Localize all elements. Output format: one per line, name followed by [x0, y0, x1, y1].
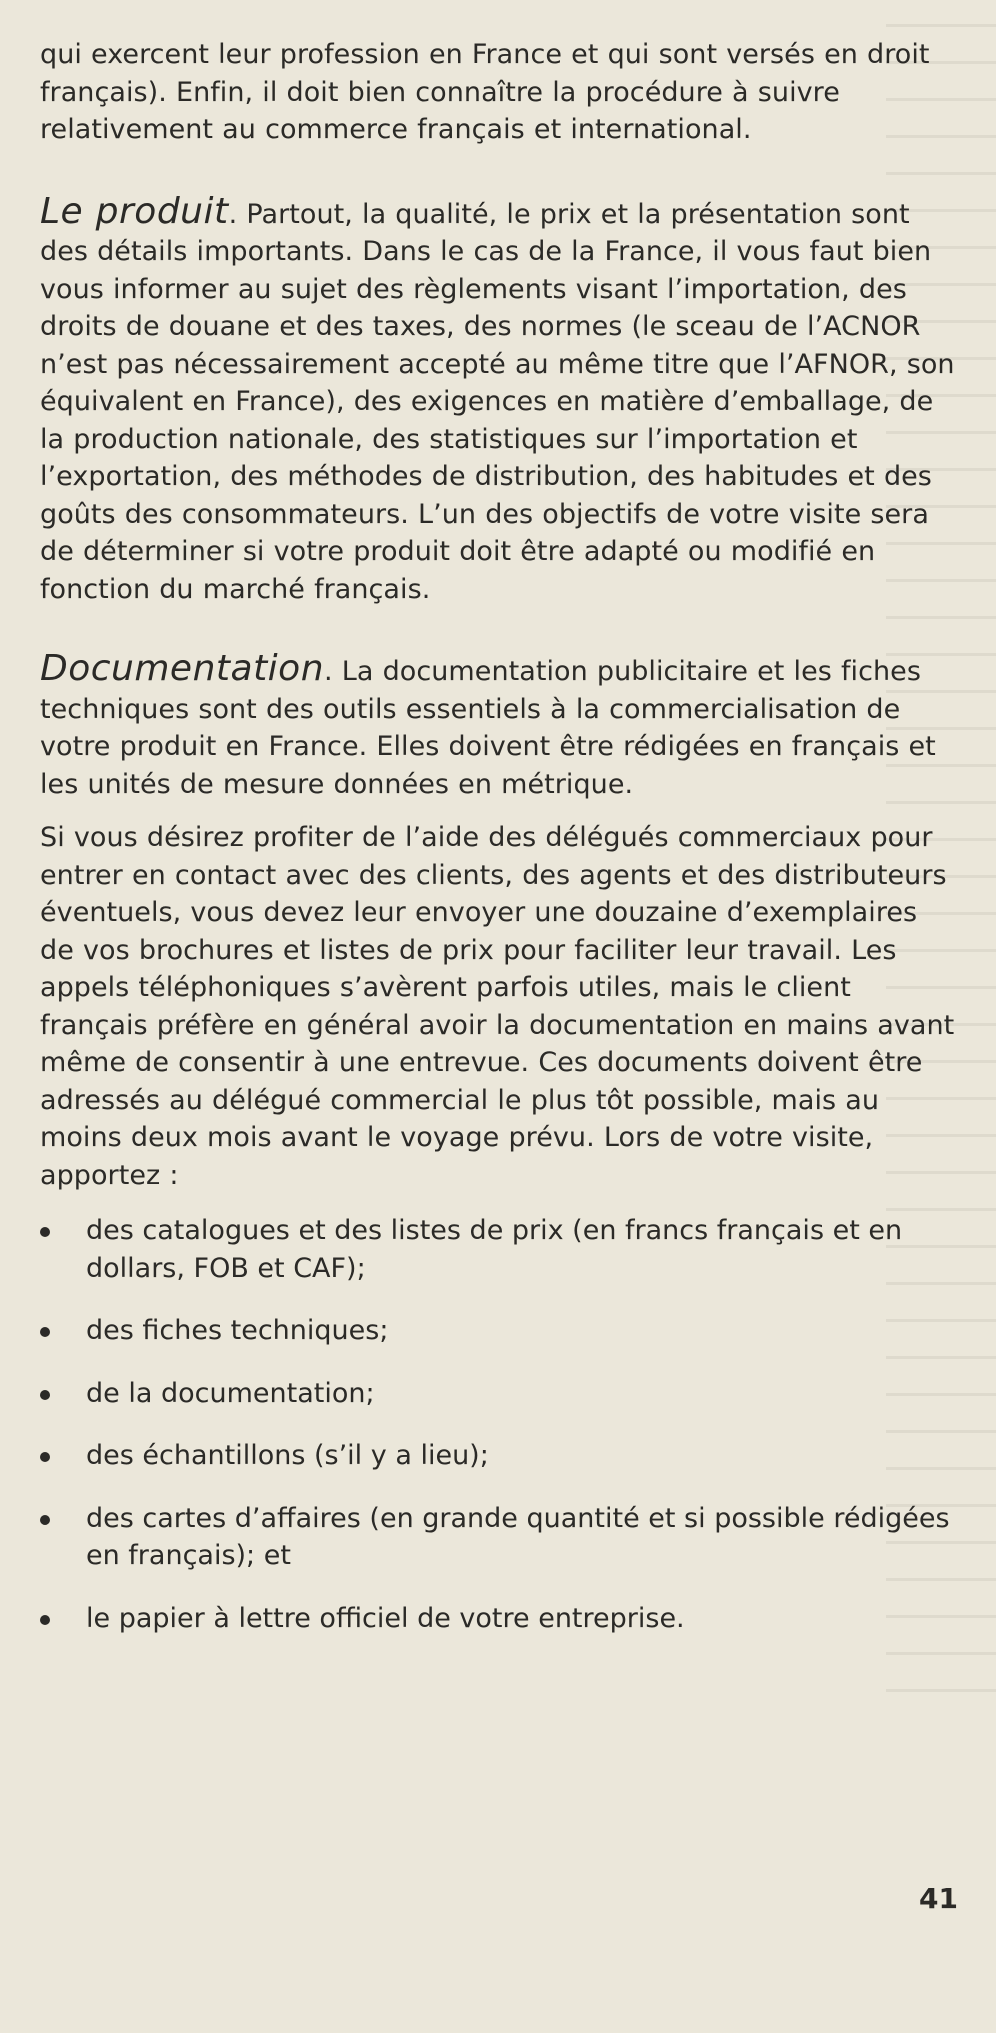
- list-item: [40, 1312, 958, 1350]
- bullet-icon: [40, 1615, 50, 1625]
- list-item: [40, 1600, 958, 1638]
- list-item-text: des fiches techniques;: [86, 1315, 389, 1346]
- bullet-icon: [40, 1227, 50, 1237]
- page-number: 41: [919, 1882, 958, 1915]
- document-page: [40, 36, 958, 1662]
- list-item-text: des échantillons (s’il y a lieu);: [86, 1440, 489, 1471]
- list-item-text: des catalogues et des listes de prix (en francs français et en dollars, FOB et CAF);: [86, 1215, 903, 1284]
- list-item: [40, 1437, 958, 1475]
- bullet-icon: [40, 1390, 50, 1400]
- produit-paragraph: [40, 190, 958, 609]
- list-item-text: des cartes d’affaires (en grande quantité et si possible rédigées en français); et: [86, 1502, 950, 1571]
- documentation-heading: Documentation: [40, 648, 325, 689]
- bullet-icon: [40, 1452, 50, 1462]
- delegues-paragraph: Si vous désirez profiter de l’aide des délégués commerciaux pour entrer en contact avec des clients, des agents et des distributeurs éventuels, vous devez leur envoyer une douzaine d’exemplaires de vos brochures et listes de prix pour faciliter leur travail. Les appels téléphoniques s’avèrent parfois utiles, mais le client français préfère en général avoir la documentation en mains avant même de consentir à une entrevue. Ces documents doivent être adressés au délégué commercial le plus tôt possible, mais au moins deux mois avant le voyage prévu. Lors de votre visite, apportez :: [40, 822, 955, 1191]
- bullet-icon: [40, 1327, 50, 1337]
- list-item-text: le papier à lettre officiel de votre entreprise.: [86, 1602, 685, 1634]
- bullet-icon: [40, 1515, 50, 1525]
- bullet-list: [40, 1212, 958, 1637]
- produit-text: . Partout, la qualité, le prix et la présentation sont des détails importants. Dans le cas de la France, il vous faut bien vous informer au sujet des règlements visant l’importation, des droits de douane et des taxes, des normes (le sceau de l’ACNOR n’est pas nécessairement accepté au même titre que l’AFNOR, son équivalent en France), des exigences en matière d’emballage, de la production nationale, des statistiques sur l’importation et l’exportation, des méthodes de distribution, des habitudes et des goûts des consommateurs. L’un des objectifs de votre visite sera de déterminer si votre produit doit être adapté ou modifié en fonction du marché français.: [40, 198, 955, 605]
- list-item-text: de la documentation;: [86, 1377, 375, 1409]
- list-item: [40, 1500, 958, 1575]
- list-item: [40, 1375, 958, 1413]
- list-item: [40, 1212, 958, 1287]
- intro-paragraph: qui exercent leur profession en France et qui sont versés en droit français). Enfin, il doit bien connaître la procédure à suivre relativement au commerce français et international.: [40, 39, 930, 145]
- documentation-text: . La documentation publicitaire et les fiches techniques sont des outils essentiels à la commercialisation de votre produit en France. Elles doivent être rédigées en français et les unités de mesure données en métrique.: [40, 656, 936, 800]
- produit-heading: Le produit: [40, 190, 229, 232]
- documentation-paragraph: [40, 650, 958, 803]
